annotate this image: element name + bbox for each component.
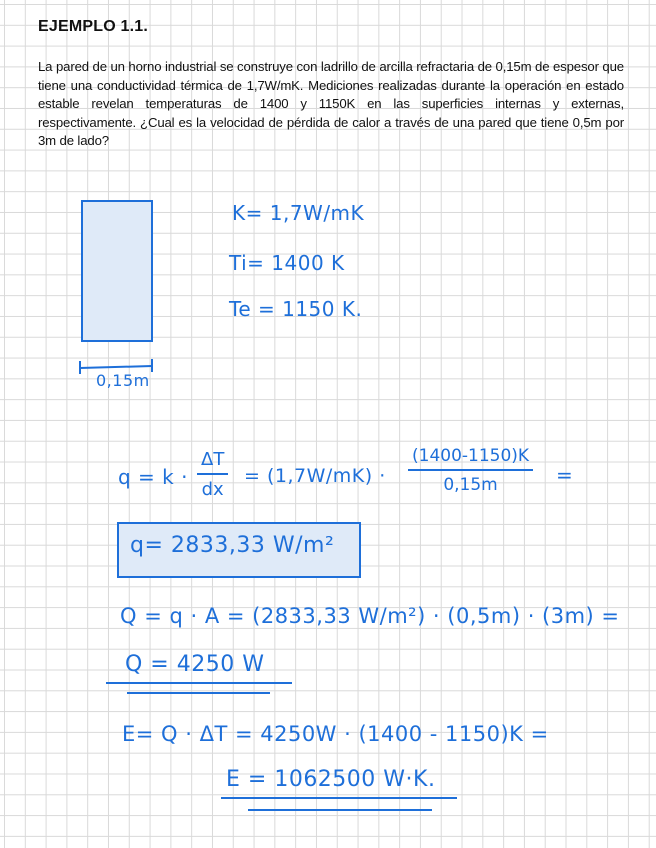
problem-statement: La pared de un horno industrial se construye con ladrillo de arcilla refractaria de 0,15m de espesor que tiene una conductividad térmica de 1,7W/mK. Mediciones realizadas durante la operación en estado estable revelan temperaturas de 1400 y 1150K en las superficies internas y externas, respectivamente. ¿Cual es la velocidad de pérdida de calor a través de una pared que tiene 0,5m por 3m de lado? xyxy=(38,59,624,149)
heat-rate-equation: Q = q · A = (2833,33 W/m²) · (0,5m) · (3m) = xyxy=(120,604,620,628)
difference-numerator: (1400-1150)K xyxy=(408,446,533,471)
energy-result: E = 1062500 W·K. xyxy=(226,767,436,792)
flux-result: q= 2833,33 W/m² xyxy=(130,533,335,558)
heat-rate-underline-2 xyxy=(127,692,270,694)
energy-underline-2 xyxy=(248,809,432,811)
gradient-denominator: dx xyxy=(201,479,224,500)
energy-equation: E= Q · ΔT = 4250W · (1400 - 1150)K = xyxy=(122,722,549,746)
temperature-difference-fraction xyxy=(408,446,533,495)
given-outer-temperature: Te = 1150 K. xyxy=(229,297,363,321)
energy-underline-1 xyxy=(221,797,457,799)
heat-rate-result: Q = 4250 W xyxy=(125,652,265,677)
given-conductivity: K= 1,7W/mK xyxy=(232,201,365,225)
gradient-numerator: ΔT xyxy=(197,449,228,475)
temperature-gradient-fraction xyxy=(197,449,228,500)
flux-equation-lhs: q = k · xyxy=(118,465,188,489)
thickness-label: 0,15m xyxy=(96,371,150,390)
flux-equation-middle: = (1,7W/mK) · xyxy=(244,465,386,487)
heat-rate-underline-1 xyxy=(106,682,292,684)
example-title: EJEMPLO 1.1. xyxy=(38,18,148,35)
difference-denominator: 0,15m xyxy=(443,475,498,495)
flux-equation-equals: = xyxy=(556,463,574,487)
given-inner-temperature: Ti= 1400 K xyxy=(229,251,345,275)
